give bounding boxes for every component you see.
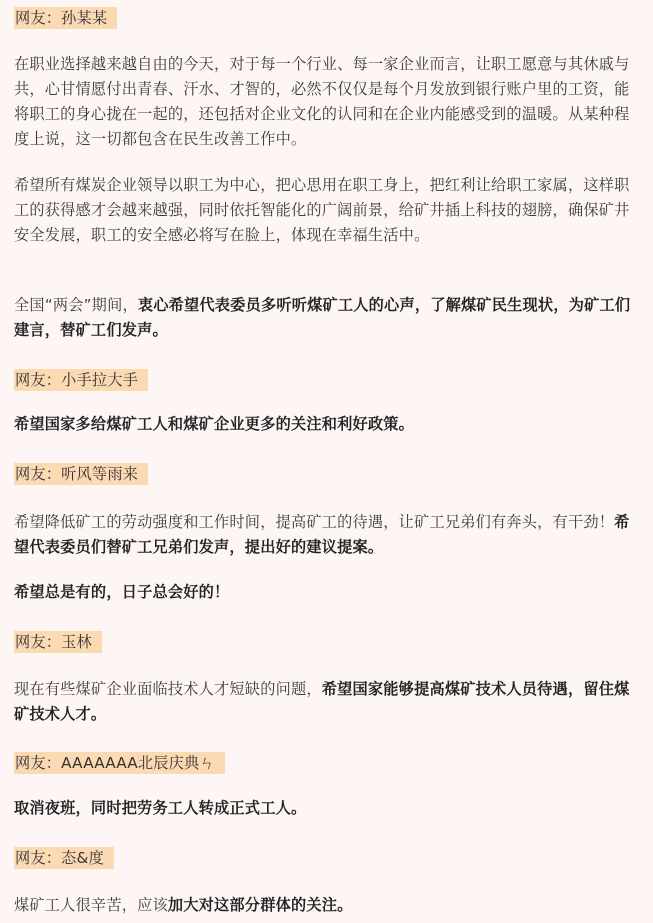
paragraph-text: 现在有些煤矿企业面临技术人才短缺的问题， <box>14 680 322 698</box>
user-name: 网友：玉林 <box>14 631 102 653</box>
user-name: 网友：AAAAAAA北辰庆典ㄣ <box>14 752 225 774</box>
paragraph-bold-text: 衷心希望代表委员多听听煤矿工人的心声，了解煤矿民生现状，为矿工们建言，替矿工们发声。 <box>14 296 631 339</box>
comment-paragraph <box>14 173 642 248</box>
paragraph-text: 全国“两会”期间， <box>14 296 138 314</box>
user-name: 网友：态&度 <box>14 847 114 869</box>
user-tag <box>14 462 642 487</box>
comment-paragraph <box>14 893 642 918</box>
user-name: 网友：孙某某 <box>14 7 117 29</box>
user-tag <box>14 751 642 776</box>
user-name: 网友：听风等雨来 <box>14 463 148 485</box>
paragraph-bold-text: 取消夜班，同时把劳务工人转成正式工人。 <box>14 799 307 817</box>
paragraph-text: 在职业选择越来越自由的今天，对于每一个行业、每一家企业而言，让职工愿意与其休戚与共，心甘情愿付出青春、汗水、才智的，必然不仅仅是每个月发放到银行账户里的工资，能将职工的身心拢在一起的，还包括对企业文化的认同和在企业内能感受到的温暖。从某种程度上说，这一切都包含在民生改善工作中。 <box>14 55 630 148</box>
user-tag <box>14 368 642 393</box>
comment-paragraph <box>14 52 642 152</box>
paragraph-bold-text: 希望代表委员们替矿工兄弟们发声，提出好的建议提案。 <box>14 513 630 556</box>
paragraph-bold-text: 希望总是有的，日子总会好的！ <box>14 583 230 601</box>
user-tag <box>14 6 642 31</box>
user-tag <box>14 630 642 655</box>
paragraph-bold-text: 希望国家多给煤矿工人和煤矿企业更多的关注和利好政策。 <box>14 415 415 433</box>
comment-paragraph <box>14 580 642 605</box>
comment-paragraph <box>14 293 642 343</box>
paragraph-bold-text: 加大对这部分群体的关注。 <box>167 896 353 914</box>
paragraph-text: 煤矿工人很辛苦，应该 <box>14 896 168 914</box>
comment-paragraph <box>14 796 642 821</box>
paragraph-text: 希望所有煤炭企业领导以职工为中心，把心思用在职工身上，把红利让给职工家属，这样职工的获得感才会越来越强，同时依托智能化的广阔前景，给矿井插上科技的翅膀，确保矿井安全发展，职工的安全感必将写在脸上，体现在幸福生活中。 <box>14 176 630 244</box>
comment-paragraph <box>14 677 642 727</box>
comment-paragraph <box>14 510 642 560</box>
user-name: 网友：小手拉大手 <box>14 369 148 391</box>
paragraph-text: 希望降低矿工的劳动强度和工作时间，提高矿工的待遇，让矿工兄弟们有奔头，有干劲！ <box>14 513 615 531</box>
comment-paragraph <box>14 412 642 437</box>
paragraph-bold-text: 希望国家能够提高煤矿技术人员待遇，留住煤矿技术人才。 <box>14 680 630 723</box>
user-tag <box>14 846 642 871</box>
